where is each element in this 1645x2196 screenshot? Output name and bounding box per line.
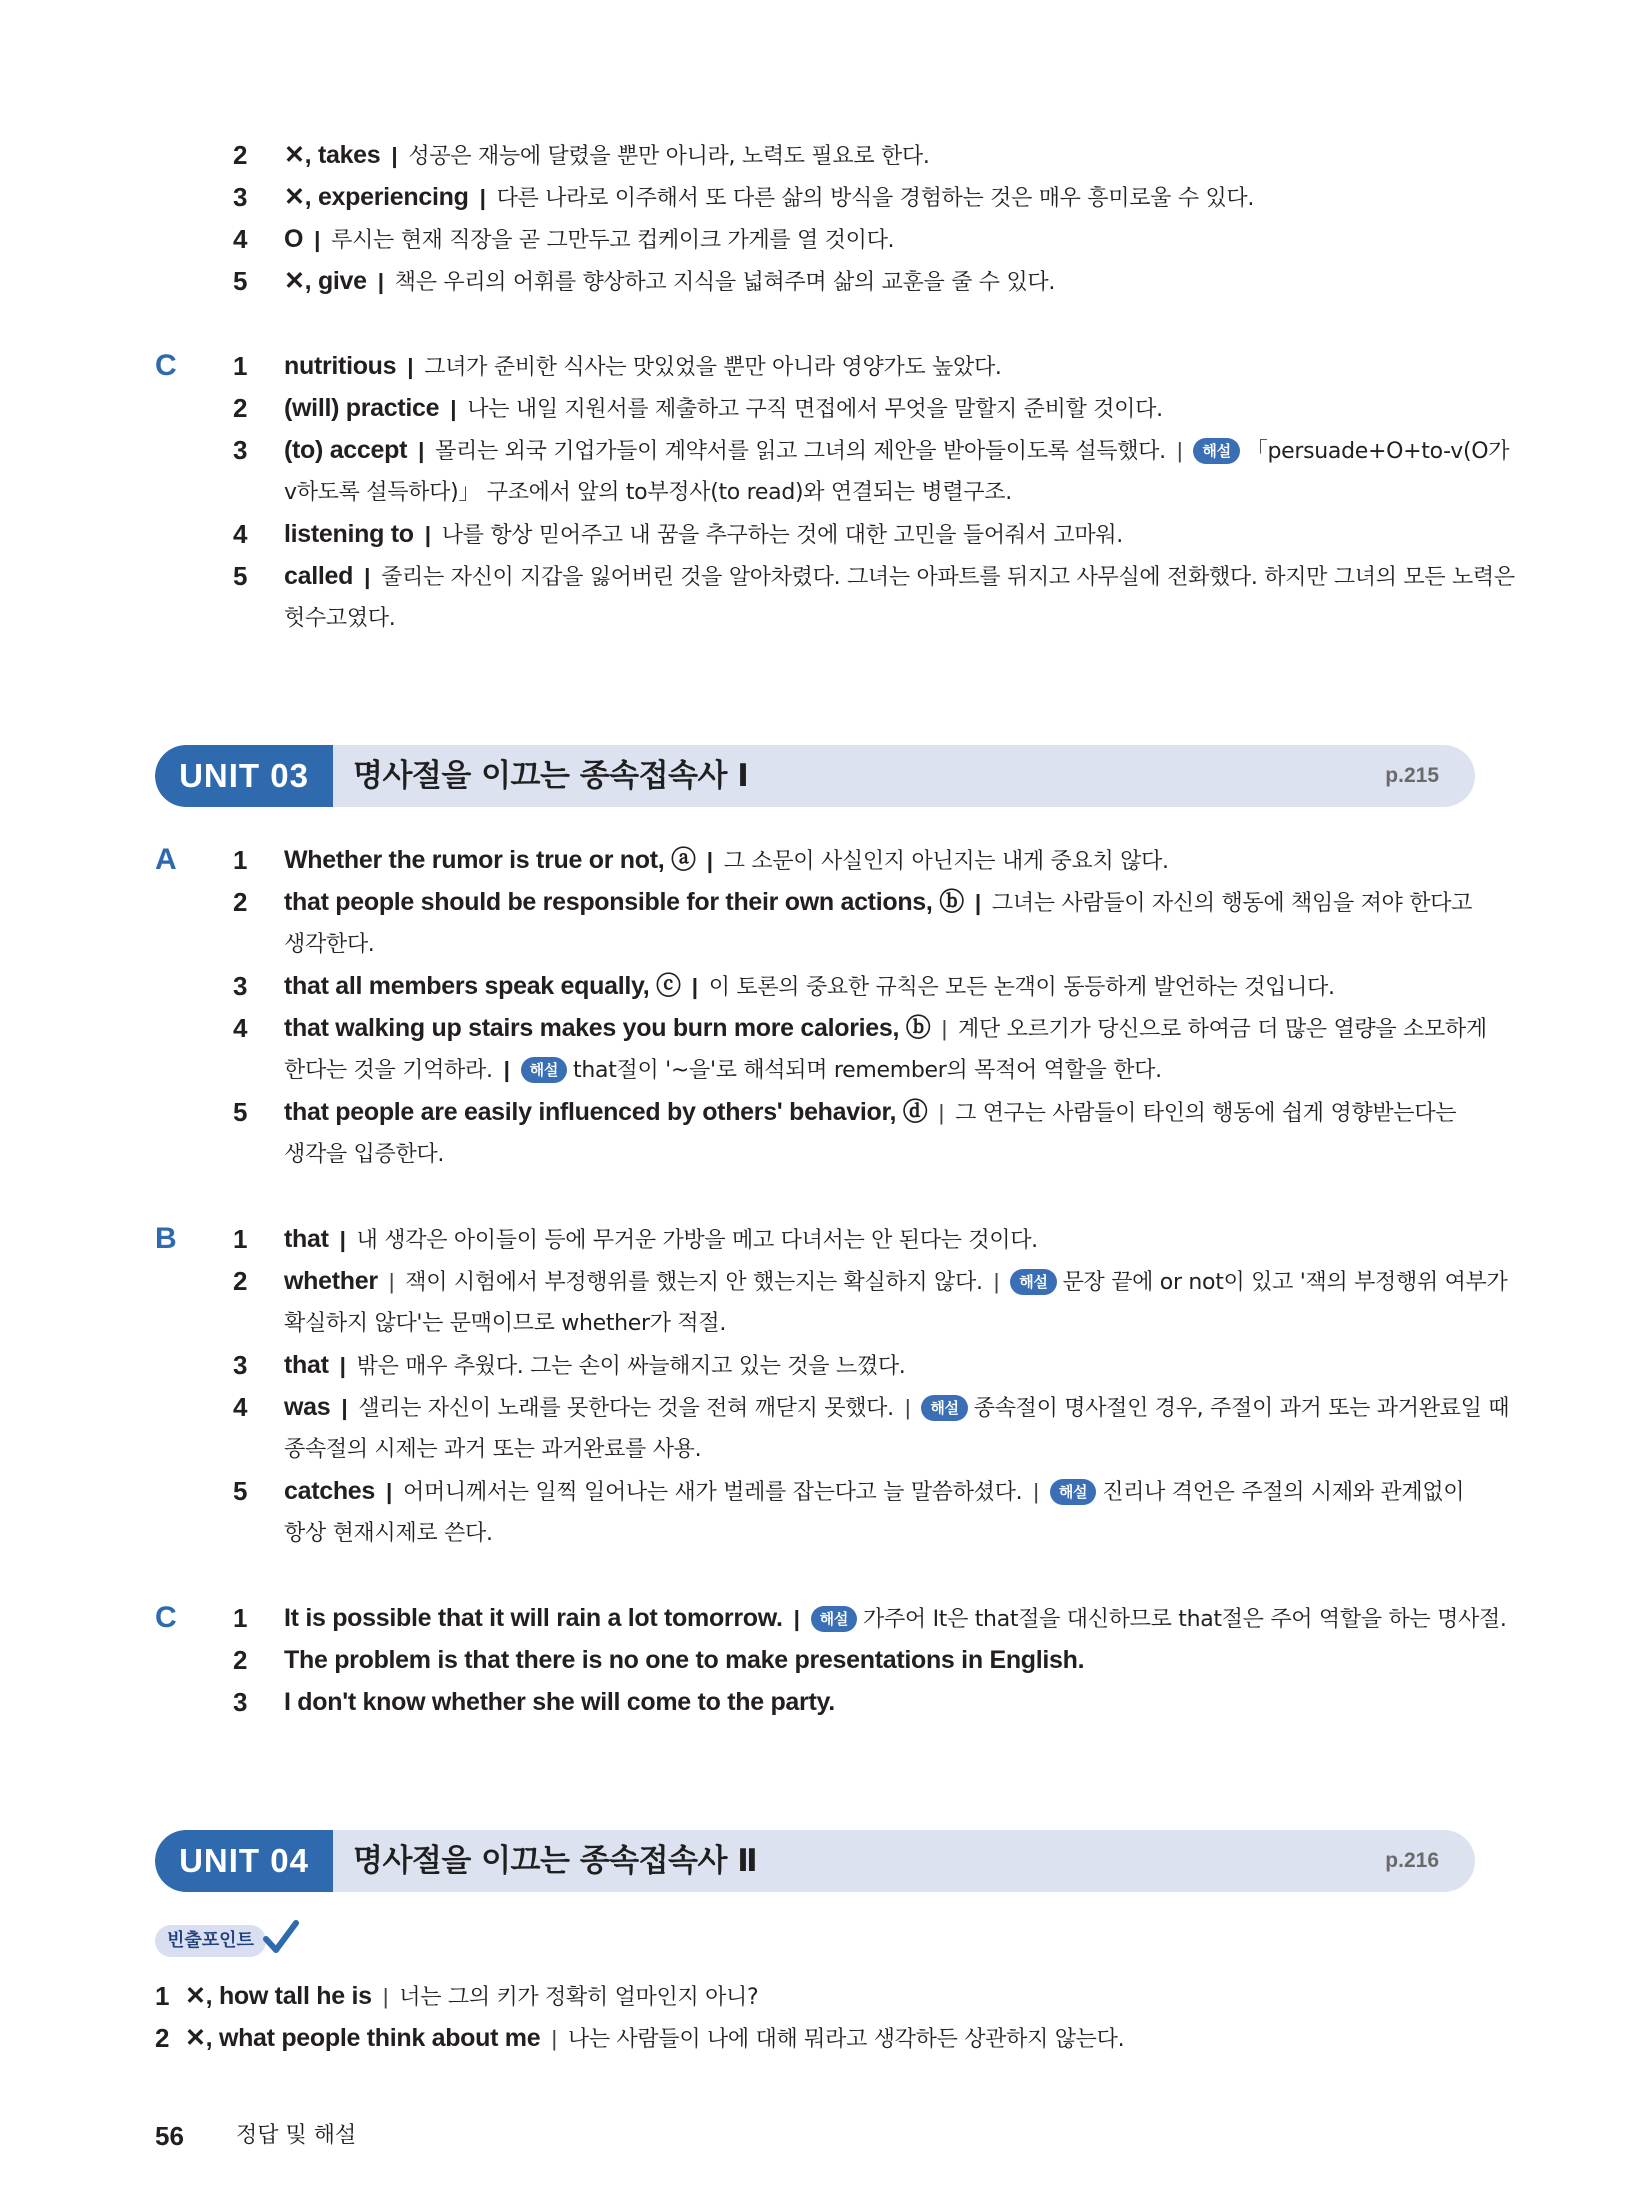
continuation-line xyxy=(284,1429,701,1469)
item-number: 2 xyxy=(233,140,248,170)
item-number: 1 xyxy=(155,1981,170,2011)
footer-label: 정답 및 해설 xyxy=(236,2123,357,2148)
answer-row xyxy=(185,2018,1124,2058)
item-number: 4 xyxy=(233,519,248,549)
separator: | xyxy=(1033,1479,1039,1504)
answer-row xyxy=(284,1598,1507,1638)
checkmark-icon xyxy=(263,1919,299,1961)
explanation-text: 항상 현재시제로 쓴다. xyxy=(284,1521,493,1546)
translation: 그 연구는 사람들이 타인의 행동에 쉽게 영향받는다는 xyxy=(955,1101,1457,1126)
separator: | xyxy=(993,1269,1000,1294)
separator: | xyxy=(793,1606,800,1631)
item-number: 5 xyxy=(233,1097,248,1127)
item-number: 1 xyxy=(233,1603,248,1633)
continuation-line xyxy=(284,1134,444,1174)
translation: 내 생각은 아이들이 등에 무거운 가방을 메고 다녀서는 안 된다는 것이다. xyxy=(356,1228,1038,1253)
answer-text: was xyxy=(284,1393,331,1421)
separator: | xyxy=(450,396,457,421)
item-number: 3 xyxy=(233,435,248,465)
answer-text: I don't know whether she will come to the party. xyxy=(284,1688,835,1716)
item-number: 1 xyxy=(233,351,248,381)
separator: | xyxy=(407,354,414,379)
translation: 책은 우리의 어휘를 향상하고 지식을 넓혀주며 삶의 교훈을 줄 수 있다. xyxy=(394,270,1056,295)
separator: | xyxy=(706,848,713,873)
separator: | xyxy=(314,227,321,252)
answer-row xyxy=(284,1008,1487,1048)
separator: | xyxy=(339,1353,346,1378)
translation: 그 소문이 사실인지 아닌지는 내게 중요치 않다. xyxy=(723,849,1169,874)
explanation-text: 종속절의 시제는 과거 또는 과거완료를 사용. xyxy=(284,1437,702,1462)
answer-text: called xyxy=(284,562,354,590)
item-number: 3 xyxy=(233,1350,248,1380)
translation: 그녀는 사람들이 자신의 행동에 책임을 져야 한다고 xyxy=(991,891,1473,916)
answer-text: catches xyxy=(284,1477,376,1505)
separator: | xyxy=(418,438,425,463)
translation: 잭이 시험에서 부정행위를 했는지 안 했는지는 확실하지 않다. xyxy=(405,1270,983,1295)
explanation-badge: 해설 xyxy=(811,1606,857,1632)
translation: 나를 항상 믿어주고 내 꿈을 추구하는 것에 대한 고민을 들어줘서 고마워. xyxy=(441,523,1123,548)
answer-row xyxy=(284,966,1335,1006)
item-number: 2 xyxy=(233,393,248,423)
item-number: 3 xyxy=(233,971,248,1001)
answer-text: ✕, experiencing xyxy=(284,183,469,211)
unit-title: 명사절을 이끄는 종속접속사 Ⅰ xyxy=(353,758,749,794)
answer-row xyxy=(284,1219,1038,1259)
item-number: 4 xyxy=(233,224,248,254)
answer-row xyxy=(284,1345,905,1385)
separator: | xyxy=(551,2026,557,2051)
explanation-text: v하도록 설득하다)」 구조에서 앞의 to부정사(to read)와 연결되는 병렬구조. xyxy=(284,480,1012,505)
answer-text: The problem is that there is no one to make presentations in English. xyxy=(284,1646,1085,1674)
answer-text: It is possible that it will rain a lot tomorrow. xyxy=(284,1604,783,1632)
answer-text: ✕, how tall he is xyxy=(185,1982,372,2010)
separator: | xyxy=(386,1479,393,1504)
answer-text: that all members speak equally, ⓒ xyxy=(284,972,681,1000)
unit-03-banner xyxy=(155,745,1475,807)
answer-row xyxy=(284,219,894,259)
separator: | xyxy=(941,1016,948,1041)
unit-page-ref: p.216 xyxy=(1385,1849,1439,1872)
answer-text: O xyxy=(284,225,304,253)
answer-row xyxy=(284,177,1254,217)
explanation-badge: 해설 xyxy=(521,1057,567,1083)
item-number: 1 xyxy=(233,845,248,875)
separator: | xyxy=(339,1227,346,1252)
continuation-line xyxy=(284,924,375,964)
separator: | xyxy=(938,1100,945,1125)
item-number: 1 xyxy=(233,1224,248,1254)
translation: 너는 그의 키가 정확히 얼마인지 아니? xyxy=(399,1985,759,2010)
answer-row xyxy=(284,346,1002,386)
answer-text: (will) practice xyxy=(284,394,440,422)
separator: | xyxy=(382,1984,389,2009)
section-letter-b: B xyxy=(155,1222,177,1255)
translation: 루시는 현재 직장을 곧 그만두고 컵케이크 가게를 열 것이다. xyxy=(331,228,895,253)
section-letter-a: A xyxy=(155,843,177,876)
translation: 그녀가 준비한 식사는 맛있었을 뿐만 아니라 영양가도 높았다. xyxy=(424,355,1002,380)
unit-title: 명사절을 이끄는 종속접속사 Ⅱ xyxy=(353,1843,758,1879)
translation: 생각한다. xyxy=(284,932,375,957)
answer-text: that people are easily influenced by others' behavior, ⓓ xyxy=(284,1098,928,1126)
answer-row xyxy=(284,388,1163,428)
translation: 줄리는 자신이 지갑을 잃어버린 것을 알아차렸다. 그녀는 아파트를 뒤지고 사무실에 전화했다. 하지만 그녀의 모든 노력은 xyxy=(381,565,1515,590)
translation: 어머니께서는 일찍 일어나는 새가 벌레를 잡는다고 늘 말씀하셨다. xyxy=(403,1480,1023,1505)
separator: | xyxy=(341,1395,348,1420)
unit-04-banner xyxy=(155,1830,1475,1892)
answer-row xyxy=(284,261,1055,301)
unit-label: UNIT 04 xyxy=(155,1830,333,1892)
translation: 계단 오르기가 당신으로 하여금 더 많은 열량을 소모하게 xyxy=(958,1017,1487,1042)
explanation-text: 확실하지 않다'는 문맥이므로 whether가 적절. xyxy=(284,1311,727,1336)
answer-text: ✕, what people think about me xyxy=(185,2024,541,2052)
continuation-line xyxy=(284,472,1012,512)
continuation-line xyxy=(284,1050,1162,1090)
answer-row xyxy=(284,1092,1456,1132)
item-number: 4 xyxy=(233,1392,248,1422)
unit-label: UNIT 03 xyxy=(155,745,333,807)
item-number: 4 xyxy=(233,1013,248,1043)
separator: | xyxy=(377,269,384,294)
section-letter-c: C xyxy=(155,1601,177,1634)
explanation-badge: 해설 xyxy=(921,1395,967,1421)
separator: | xyxy=(391,143,398,168)
item-number: 5 xyxy=(233,1476,248,1506)
answer-text: whether xyxy=(284,1267,378,1295)
answer-text: nutritious xyxy=(284,352,397,380)
separator: | xyxy=(691,974,698,999)
answer-text: (to) accept xyxy=(284,436,408,464)
item-number: 2 xyxy=(233,1645,248,1675)
separator: | xyxy=(904,1395,911,1420)
frequent-point-pill: 빈출포인트 xyxy=(155,1925,266,1957)
continuation-line xyxy=(284,598,395,638)
explanation-text: 진리나 격언은 주절의 시제와 관계없이 xyxy=(1102,1480,1465,1505)
translation: 성공은 재능에 달렸을 뿐만 아니라, 노력도 필요로 한다. xyxy=(408,144,930,169)
item-number: 2 xyxy=(233,1266,248,1296)
answer-row xyxy=(284,1682,835,1722)
answer-text: that people should be responsible for their own actions, ⓑ xyxy=(284,888,964,916)
translation: 헛수고였다. xyxy=(284,606,396,631)
answer-row xyxy=(284,1471,1464,1511)
separator: | xyxy=(479,185,486,210)
answer-text: Whether the rumor is true or not, ⓐ xyxy=(284,846,696,874)
separator: | xyxy=(503,1057,510,1082)
answer-text: that xyxy=(284,1225,329,1253)
answer-row xyxy=(185,1976,758,2016)
explanation-text: 「persuade+O+to-v(O가 xyxy=(1245,439,1510,464)
answer-row xyxy=(284,1387,1509,1427)
section-letter-c: C xyxy=(155,349,177,382)
translation: 나는 사람들이 나에 대해 뭐라고 생각하든 상관하지 않는다. xyxy=(567,2027,1125,2052)
separator: | xyxy=(388,1269,395,1294)
translation: 이 토론의 중요한 규칙은 모든 논객이 동등하게 발언하는 것입니다. xyxy=(708,975,1335,1000)
explanation-text: 문장 끝에 or not이 있고 '잭의 부정행위 여부가 xyxy=(1062,1270,1508,1295)
separator: | xyxy=(424,522,431,547)
answer-row xyxy=(284,556,1515,596)
explanation-text: 가주어 It은 that절을 대신하므로 that절은 주어 역할을 하는 명사절. xyxy=(863,1607,1507,1632)
answer-row xyxy=(284,514,1123,554)
continuation-line xyxy=(284,1513,493,1553)
explanation-badge: 해설 xyxy=(1050,1479,1096,1505)
continuation-line xyxy=(284,1303,726,1343)
item-number: 3 xyxy=(233,1687,248,1717)
translation: 샐리는 자신이 노래를 못한다는 것을 전혀 깨닫지 못했다. xyxy=(358,1396,894,1421)
translation: 밖은 매우 추웠다. 그는 손이 싸늘해지고 있는 것을 느꼈다. xyxy=(356,1354,906,1379)
frequent-point-label xyxy=(155,1925,266,1959)
separator: | xyxy=(974,890,981,915)
answer-row xyxy=(284,882,1472,922)
translation: 한다는 것을 기억하라. xyxy=(284,1058,493,1083)
separator: | xyxy=(1176,438,1183,463)
explanation-badge: 해설 xyxy=(1193,438,1239,464)
page-number: 56 xyxy=(155,2121,184,2151)
translation: 몰리는 외국 기업가들이 계약서를 읽고 그녀의 제안을 받아들이도록 설득했다. xyxy=(435,439,1166,464)
translation: 다른 나라로 이주해서 또 다른 삶의 방식을 경험하는 것은 매우 흥미로울 수 있다. xyxy=(496,186,1255,211)
answer-text: that walking up stairs makes you burn more calories, ⓑ xyxy=(284,1014,931,1042)
separator: | xyxy=(364,564,371,589)
answer-row xyxy=(284,840,1169,880)
item-number: 5 xyxy=(233,266,248,296)
item-number: 5 xyxy=(233,561,248,591)
answer-row xyxy=(284,430,1509,470)
answer-text: ✕, give xyxy=(284,267,367,295)
explanation-text: that절이 '~을'로 해석되며 remember의 목적어 역할을 한다. xyxy=(573,1058,1162,1083)
answer-text: ✕, takes xyxy=(284,141,381,169)
explanation-badge: 해설 xyxy=(1010,1269,1056,1295)
answer-row xyxy=(284,135,930,175)
answer-row xyxy=(284,1640,1084,1680)
item-number: 2 xyxy=(233,887,248,917)
item-number: 2 xyxy=(155,2023,170,2053)
answer-row xyxy=(284,1261,1507,1301)
translation: 생각을 입증한다. xyxy=(284,1142,445,1167)
answer-text: that xyxy=(284,1351,329,1379)
translation: 나는 내일 지원서를 제출하고 구직 면접에서 무엇을 말할지 준비할 것이다. xyxy=(467,397,1163,422)
answer-text: listening to xyxy=(284,520,414,548)
unit-page-ref: p.215 xyxy=(1385,764,1439,787)
item-number: 3 xyxy=(233,182,248,212)
explanation-text: 종속절이 명사절인 경우, 주절이 과거 또는 과거완료일 때 xyxy=(973,1396,1510,1421)
